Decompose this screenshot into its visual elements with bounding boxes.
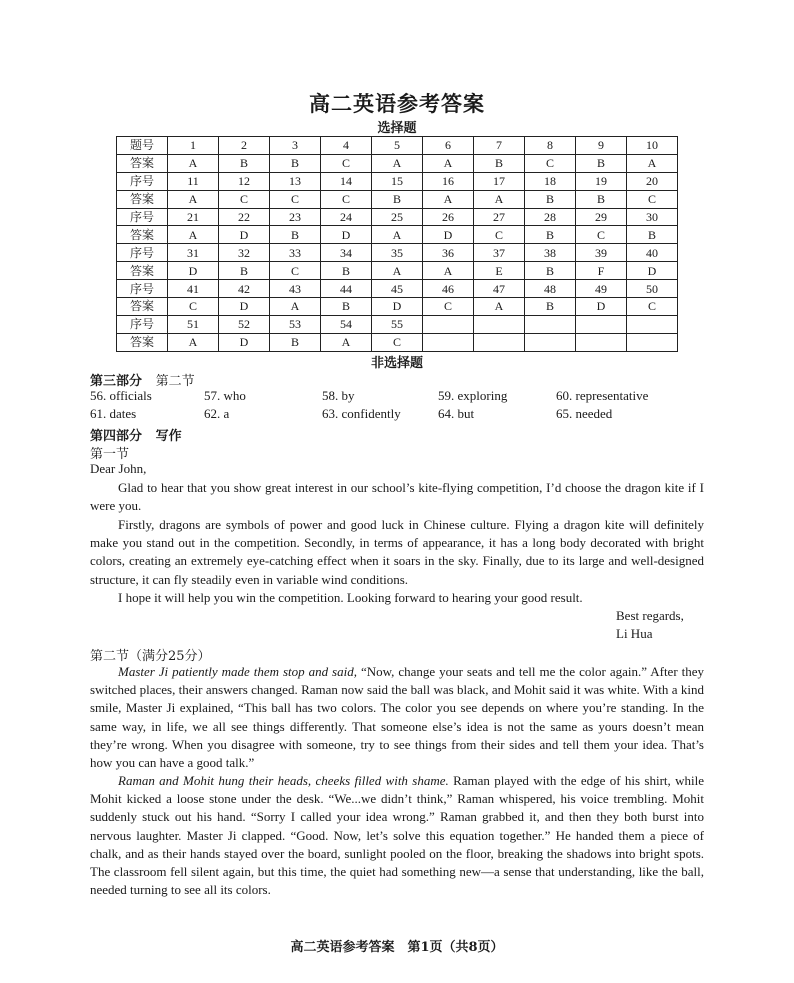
section-choice-heading: 选择题 [377, 121, 417, 136]
part4-title: 第四部分 [90, 429, 143, 444]
table-row [117, 226, 678, 244]
table-cell: 47 [474, 280, 525, 298]
table-cell: D [168, 262, 219, 280]
table-cell: 31 [168, 244, 219, 262]
row-label: 答案 [117, 298, 168, 316]
page-title: 高二英语参考答案 [309, 91, 485, 116]
table-cell [474, 333, 525, 351]
table-row [117, 172, 678, 190]
table-cell: 24 [321, 208, 372, 226]
table-cell: C [219, 190, 270, 208]
fill-answer: 64. but [438, 406, 475, 421]
story-paragraph-2 [90, 772, 704, 899]
table-cell: 36 [423, 244, 474, 262]
table-cell: 41 [168, 280, 219, 298]
table-cell: C [576, 226, 627, 244]
table-cell: 50 [627, 280, 678, 298]
table-cell: C [627, 298, 678, 316]
table-cell: A [270, 298, 321, 316]
letter-paragraph-3: I hope it will help you win the competition. Looking forward to hearing your good result. [118, 590, 583, 605]
table-row [117, 333, 678, 351]
part4-sub: 写作 [155, 429, 182, 444]
table-cell: 33 [270, 244, 321, 262]
table-cell: A [372, 262, 423, 280]
table-cell: 19 [576, 172, 627, 190]
table-cell: 26 [423, 208, 474, 226]
table-cell: B [270, 226, 321, 244]
table-cell: 52 [219, 315, 270, 333]
table-cell: C [270, 262, 321, 280]
part3-title: 第三部分 [90, 374, 143, 389]
table-cell: B [525, 298, 576, 316]
table-cell: 38 [525, 244, 576, 262]
table-row [117, 280, 678, 298]
table-cell: D [219, 298, 270, 316]
table-cell: B [321, 262, 372, 280]
table-cell: A [474, 298, 525, 316]
fill-answer: 59. exploring [438, 388, 508, 403]
story-p2-opening: Raman and Mohit hung their heads, cheeks filled with shame. [118, 773, 449, 788]
fill-answer: 62. a [204, 406, 230, 421]
table-cell: C [270, 190, 321, 208]
table-cell: A [168, 333, 219, 351]
table-cell: B [219, 262, 270, 280]
table-cell: 25 [372, 208, 423, 226]
table-cell: D [372, 298, 423, 316]
table-cell: C [627, 190, 678, 208]
story-p1-text: “Now, change your seats and tell me the color again.” After they switched places, their answers changed. Raman now said the ball was black, and Mohit said it was white. With a kind smile, Master Ji explained, “This ball has two colors. The color you see depends on where you’re standing. In the same way, in life, we all see things differently. That someone else’s idea is not the same as yours doesn’t mean they’re wrong. When you disagree with someone, try to see things from their sides and tell them your idea. That’s how you can have a good talk.” [90, 664, 705, 771]
table-cell: 10 [627, 137, 678, 155]
story-p2-text: Raman played with the edge of his shirt, while Mohit kicked a loose stone under the desk. “We...we didn’t think,” Raman whispered, his voice trembling. Mohit suddenly stuck out his hand. “Sorry I called your idea wrong.” Raman grabbed it, and then they both burst into nervous laughter. Master Ji clapped. “Good. Now, let’s solve this equation together.” He handed them a piece of chalk, and as their hands stayed over the board, sunlight pooled on the floor, breaking the shadows into bright spots. The classroom fell silent again, but this time, the quiet had something new—a sense that understanding, like the ball, needed turning to see all its colors. [90, 773, 704, 898]
table-cell [576, 333, 627, 351]
table-cell: E [474, 262, 525, 280]
page-footer: 高二英语参考答案 第1页（共8页） [290, 940, 504, 955]
table-cell: 55 [372, 315, 423, 333]
table-cell: B [372, 190, 423, 208]
story-p1-opening: Master Ji patiently made them stop and said, [118, 664, 357, 679]
table-cell: B [525, 226, 576, 244]
table-cell: A [423, 190, 474, 208]
letter-signature: Li Hua [616, 626, 653, 641]
table-cell: 18 [525, 172, 576, 190]
table-cell: 45 [372, 280, 423, 298]
letter-paragraph-1: Glad to hear that you show great interest in our school’s kite-flying competition, I’d choose the dragon kite if I were you. [90, 480, 704, 514]
table-cell: 28 [525, 208, 576, 226]
part3-heading [90, 370, 195, 389]
fill-answer: 57. who [204, 388, 246, 403]
part3-sub: 第二节 [155, 374, 195, 389]
table-cell: 48 [525, 280, 576, 298]
row-label: 答案 [117, 226, 168, 244]
table-cell: 39 [576, 244, 627, 262]
table-cell: B [525, 190, 576, 208]
table-cell: 22 [219, 208, 270, 226]
table-cell: B [627, 226, 678, 244]
table-cell: C [474, 226, 525, 244]
table-cell: 53 [270, 315, 321, 333]
row-label: 序号 [117, 280, 168, 298]
answer-table [116, 136, 678, 352]
table-cell: C [321, 190, 372, 208]
table-cell: 6 [423, 137, 474, 155]
table-cell: 29 [576, 208, 627, 226]
row-label: 序号 [117, 208, 168, 226]
table-cell [423, 315, 474, 333]
table-cell: D [423, 226, 474, 244]
table-cell: 32 [219, 244, 270, 262]
table-cell: D [321, 226, 372, 244]
part4-heading [90, 425, 182, 444]
row-label: 答案 [117, 190, 168, 208]
fill-answer: 65. needed [556, 406, 613, 421]
table-cell: 37 [474, 244, 525, 262]
section-1-heading: 第一节 [90, 447, 130, 462]
table-cell: 42 [219, 280, 270, 298]
row-label: 序号 [117, 244, 168, 262]
table-cell: D [576, 298, 627, 316]
row-label: 题号 [117, 137, 168, 155]
table-cell: C [321, 154, 372, 172]
table-cell: 14 [321, 172, 372, 190]
fill-answer: 58. by [322, 388, 355, 403]
table-cell: 49 [576, 280, 627, 298]
table-cell: 44 [321, 280, 372, 298]
table-row [117, 190, 678, 208]
table-cell: 21 [168, 208, 219, 226]
table-cell [474, 315, 525, 333]
table-row [117, 298, 678, 316]
table-cell: 17 [474, 172, 525, 190]
table-cell: A [372, 226, 423, 244]
row-label: 答案 [117, 333, 168, 351]
row-label: 答案 [117, 154, 168, 172]
table-cell: B [576, 190, 627, 208]
table-cell: D [219, 226, 270, 244]
table-cell: A [168, 190, 219, 208]
table-cell: A [474, 190, 525, 208]
table-cell: C [525, 154, 576, 172]
table-cell: A [372, 154, 423, 172]
letter-paragraph-2: Firstly, dragons are symbols of power and good luck in Chinese culture. Flying a dragon kite will definitely make you stand out in the competition. Secondly, in terms of appearance, it has a long body decorated with bright colors, creating an extremely eye-catching effect when it soars in the sky. Finally, due to its large and well-designed structure, it can fly steadily even in variable wind conditions. [90, 517, 704, 587]
table-row [117, 208, 678, 226]
table-cell: 40 [627, 244, 678, 262]
table-cell [627, 333, 678, 351]
table-cell [525, 315, 576, 333]
fill-answer: 56. officials [90, 388, 152, 403]
table-cell: 51 [168, 315, 219, 333]
table-cell: 34 [321, 244, 372, 262]
table-cell: 27 [474, 208, 525, 226]
table-cell: B [270, 154, 321, 172]
table-cell: D [219, 333, 270, 351]
table-cell: B [321, 298, 372, 316]
letter-closing: Best regards, [616, 608, 684, 623]
table-cell: 54 [321, 315, 372, 333]
row-label: 答案 [117, 262, 168, 280]
table-cell: 16 [423, 172, 474, 190]
table-cell: B [576, 154, 627, 172]
section-nonchoice-heading: 非选择题 [370, 356, 423, 371]
section-2-heading: 第二节（满分25分） [90, 649, 211, 664]
table-cell: 5 [372, 137, 423, 155]
table-cell: C [372, 333, 423, 351]
table-cell: 9 [576, 137, 627, 155]
table-cell: 11 [168, 172, 219, 190]
table-cell [423, 333, 474, 351]
table-cell: C [423, 298, 474, 316]
table-cell: D [627, 262, 678, 280]
table-cell: 3 [270, 137, 321, 155]
fill-answer: 61. dates [90, 406, 137, 421]
table-cell: 12 [219, 172, 270, 190]
table-cell: 8 [525, 137, 576, 155]
table-cell: 23 [270, 208, 321, 226]
table-cell [627, 315, 678, 333]
table-cell: 43 [270, 280, 321, 298]
table-cell: A [423, 262, 474, 280]
table-cell: 7 [474, 137, 525, 155]
table-cell: 1 [168, 137, 219, 155]
table-row [117, 262, 678, 280]
fill-answer: 60. representative [556, 388, 649, 403]
table-row [117, 154, 678, 172]
table-cell: 13 [270, 172, 321, 190]
table-cell: A [168, 226, 219, 244]
table-cell: 20 [627, 172, 678, 190]
fill-answer: 63. confidently [322, 406, 401, 421]
table-cell: B [270, 333, 321, 351]
table-cell: C [168, 298, 219, 316]
table-cell: 15 [372, 172, 423, 190]
table-cell: B [474, 154, 525, 172]
table-cell: 46 [423, 280, 474, 298]
table-row [117, 244, 678, 262]
table-cell: B [525, 262, 576, 280]
table-cell [576, 315, 627, 333]
table-cell: 30 [627, 208, 678, 226]
row-label: 序号 [117, 172, 168, 190]
table-row [117, 315, 678, 333]
table-cell [525, 333, 576, 351]
table-cell: B [219, 154, 270, 172]
story-paragraph-1 [90, 663, 704, 772]
table-cell: F [576, 262, 627, 280]
table-cell: A [168, 154, 219, 172]
table-cell: 35 [372, 244, 423, 262]
table-cell: 2 [219, 137, 270, 155]
row-label: 序号 [117, 315, 168, 333]
table-cell: A [321, 333, 372, 351]
letter-greeting: Dear John, [90, 461, 147, 476]
table-cell: A [627, 154, 678, 172]
table-cell: A [423, 154, 474, 172]
table-cell: 4 [321, 137, 372, 155]
table-row [117, 137, 678, 155]
